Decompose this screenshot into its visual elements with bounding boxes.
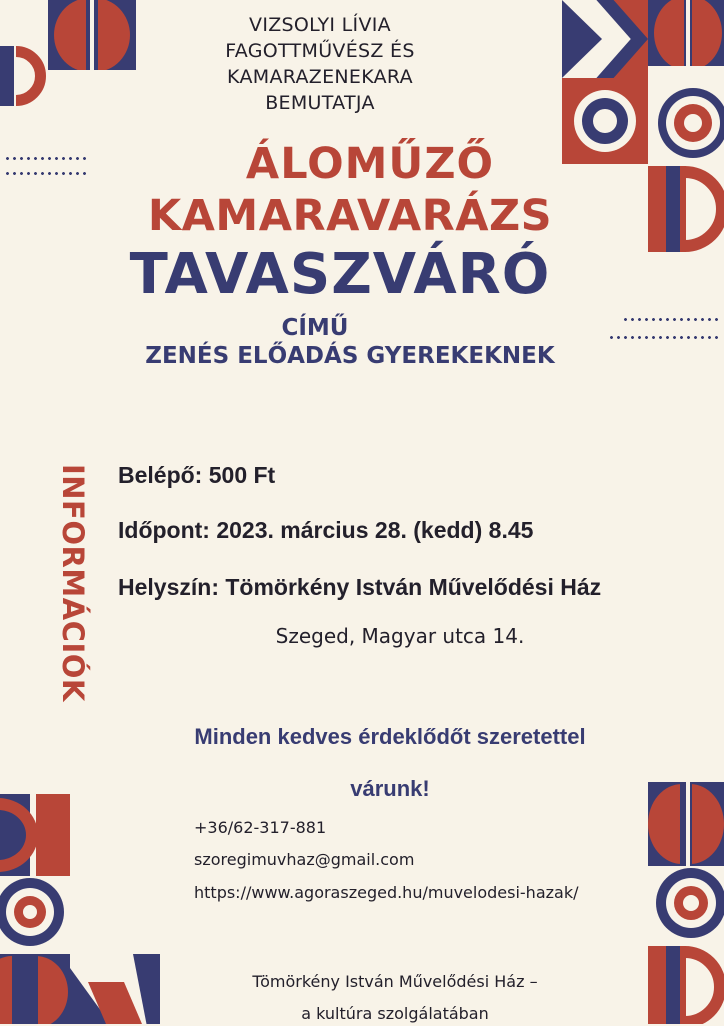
- info-date: Időpont: 2023. március 28. (kedd) 8.45: [118, 517, 534, 543]
- contact-email[interactable]: szoregimuvhaz@gmail.com: [194, 850, 415, 869]
- presenter-line: VIZSOLYI LÍVIA: [249, 14, 391, 36]
- presenter-block: [150, 12, 490, 116]
- decor-bottom-left-ring: [0, 878, 66, 948]
- decor-top-left-circles: [48, 0, 136, 70]
- decor-dotted-line-left: [4, 172, 88, 175]
- welcome-line-2: várunk!: [350, 776, 430, 801]
- welcome-line-1: Minden kedves érdeklődőt szeretettel: [194, 724, 586, 749]
- decor-top-right-ring: [654, 82, 724, 164]
- presenter-line: BEMUTATJA: [265, 92, 375, 114]
- info-heading: INFORMÁCIÓK: [56, 464, 90, 702]
- main-title: TAVASZVÁRÓ: [129, 242, 551, 307]
- decor-bottom-triangles: [70, 954, 160, 1024]
- title-line-2: KAMARAVARÁZS: [147, 191, 553, 241]
- decor-top-right-triangle: [562, 0, 648, 78]
- decor-top-left-d-shape: [0, 46, 46, 106]
- info-venue: Helyszín: Tömörkény István Művelődési Ház: [118, 574, 602, 600]
- presenter-line: KAMARAZENEKARA: [227, 66, 413, 88]
- info-address: Szeged, Magyar utca 14.: [275, 624, 525, 648]
- decor-dotted-line-right: [608, 336, 720, 339]
- presenter-line: FAGOTTMŰVÉSZ ÉS: [225, 40, 415, 62]
- decor-bottom-left-circles: [0, 954, 70, 1024]
- contact-phone[interactable]: +36/62-317-881: [194, 818, 327, 837]
- decor-top-right-half-circles: [648, 0, 724, 66]
- decor-dotted-line-left: [4, 157, 88, 160]
- decor-bottom-right-half-circles: [648, 782, 724, 866]
- footer-line-1: Tömörkény István Művelődési Ház –: [252, 972, 538, 991]
- decor-dotted-line-right: [622, 318, 722, 321]
- subtitle: ZENÉS ELŐADÁS GYEREKEKNEK: [145, 343, 555, 369]
- footer-line-2: a kultúra szolgálatában: [301, 1004, 489, 1023]
- contact-url[interactable]: https://www.agoraszeged.hu/muvelodesi-hazak/: [194, 883, 579, 902]
- title-line-1: ÁLOMŰZŐ: [245, 139, 495, 189]
- decor-bottom-left-d-shape: [0, 794, 70, 876]
- info-price: Belépő: 500 Ft: [118, 462, 276, 488]
- title-cimu: CÍMŰ: [281, 315, 349, 341]
- decor-top-right-d-shape: [648, 166, 724, 252]
- decor-bottom-right-d-shape: [648, 946, 724, 1024]
- decor-bottom-right-ring: [652, 866, 724, 942]
